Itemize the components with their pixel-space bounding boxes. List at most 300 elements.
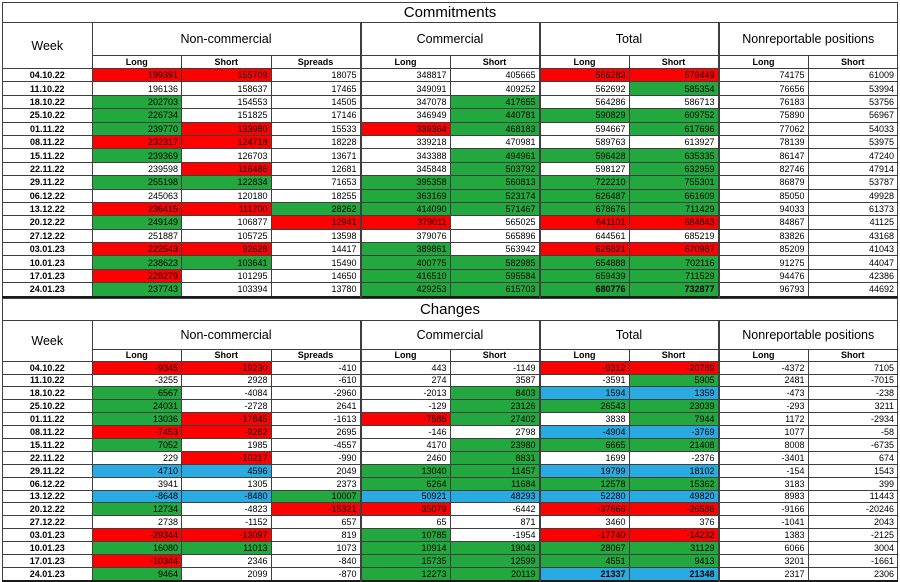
value-cell: -2960 xyxy=(271,387,361,400)
value-cell: 2346 xyxy=(182,555,272,568)
value-cell: 17465 xyxy=(271,82,361,95)
value-cell: 91275 xyxy=(719,256,809,269)
value-cell: 26543 xyxy=(540,400,630,413)
week-cell: 13.12.22 xyxy=(3,202,93,215)
value-cell: 11457 xyxy=(450,464,540,477)
week-cell: 06.12.22 xyxy=(3,477,93,490)
value-cell: 28262 xyxy=(271,202,361,215)
value-cell: -1661 xyxy=(808,555,898,568)
group-header-total: Total xyxy=(540,320,719,349)
value-cell: 2481 xyxy=(719,374,809,387)
value-cell: -1149 xyxy=(450,361,540,374)
week-cell: 11.10.22 xyxy=(3,374,93,387)
table-row xyxy=(3,503,898,516)
week-cell: 27.12.22 xyxy=(3,229,93,242)
value-cell: -7585 xyxy=(361,413,451,426)
value-cell: -1954 xyxy=(450,529,540,542)
value-cell: 2695 xyxy=(271,426,361,439)
week-cell: 10.01.23 xyxy=(3,542,93,555)
value-cell: 3941 xyxy=(92,477,182,490)
value-cell: 2049 xyxy=(271,464,361,477)
value-cell: -20246 xyxy=(808,503,898,516)
week-cell: 08.11.22 xyxy=(3,426,93,439)
col-header-nr-long: Long xyxy=(719,56,809,69)
value-cell: 202703 xyxy=(92,95,182,108)
value-cell: 18102 xyxy=(629,464,719,477)
value-cell: 11443 xyxy=(808,490,898,503)
value-cell: 2043 xyxy=(808,516,898,529)
changes-body xyxy=(3,361,898,581)
group-header-row xyxy=(3,320,898,349)
value-cell: 126703 xyxy=(182,149,272,162)
value-cell: 83826 xyxy=(719,229,809,242)
value-cell: 2641 xyxy=(271,400,361,413)
week-cell: 29.11.22 xyxy=(3,176,93,189)
value-cell: -4904 xyxy=(540,426,630,439)
value-cell: 238623 xyxy=(92,256,182,269)
week-cell: 22.11.22 xyxy=(3,451,93,464)
value-cell: 21337 xyxy=(540,567,630,580)
value-cell: 199391 xyxy=(92,69,182,82)
value-cell: 579449 xyxy=(629,69,719,82)
value-cell: 103394 xyxy=(182,283,272,297)
value-cell: -2728 xyxy=(182,400,272,413)
value-cell: 7944 xyxy=(629,413,719,426)
value-cell: 239369 xyxy=(92,149,182,162)
value-cell: 409252 xyxy=(450,82,540,95)
value-cell: 249149 xyxy=(92,216,182,229)
table-row xyxy=(3,149,898,162)
week-cell: 17.01.23 xyxy=(3,555,93,568)
col-header-c-long: Long xyxy=(361,349,451,361)
value-cell: -2934 xyxy=(808,413,898,426)
week-cell: 15.11.22 xyxy=(3,149,93,162)
value-cell: 3183 xyxy=(719,477,809,490)
value-cell: -6735 xyxy=(808,438,898,451)
week-cell: 01.11.22 xyxy=(3,122,93,135)
value-cell: -4557 xyxy=(271,438,361,451)
value-cell: 405665 xyxy=(450,69,540,82)
table-row xyxy=(3,69,898,82)
table-row xyxy=(3,555,898,568)
value-cell: 19799 xyxy=(540,464,630,477)
value-cell: 94033 xyxy=(719,202,809,215)
value-cell: 21348 xyxy=(629,567,719,580)
value-cell: 61009 xyxy=(808,69,898,82)
value-cell: 2317 xyxy=(719,567,809,580)
value-cell: 13671 xyxy=(271,149,361,162)
value-cell: 228279 xyxy=(92,269,182,282)
value-cell: 101295 xyxy=(182,269,272,282)
value-cell: 564286 xyxy=(540,95,630,108)
sub-header-row xyxy=(3,56,898,69)
value-cell: 78139 xyxy=(719,135,809,148)
value-cell: 10914 xyxy=(361,542,451,555)
value-cell: 4710 xyxy=(92,464,182,477)
section-title: Changes xyxy=(3,298,898,320)
value-cell: 1699 xyxy=(540,451,630,464)
value-cell: 15362 xyxy=(629,477,719,490)
value-cell: -2376 xyxy=(629,451,719,464)
week-cell: 10.01.23 xyxy=(3,256,93,269)
week-cell: 15.11.22 xyxy=(3,438,93,451)
value-cell: 75890 xyxy=(719,109,809,122)
value-cell: 8008 xyxy=(719,438,809,451)
value-cell: 376 xyxy=(629,516,719,529)
week-cell: 17.01.23 xyxy=(3,269,93,282)
value-cell: 239770 xyxy=(92,122,182,135)
week-column-header: Week xyxy=(3,23,93,69)
value-cell: 565896 xyxy=(450,229,540,242)
value-cell: 1359 xyxy=(629,387,719,400)
value-cell: -4084 xyxy=(182,387,272,400)
group-header-total: Total xyxy=(540,23,719,56)
table-row xyxy=(3,567,898,580)
col-header-nc-short: Short xyxy=(182,56,272,69)
value-cell: 503792 xyxy=(450,162,540,175)
value-cell: -473 xyxy=(719,387,809,400)
value-cell: 120180 xyxy=(182,189,272,202)
value-cell: 819 xyxy=(271,529,361,542)
value-cell: -1152 xyxy=(182,516,272,529)
value-cell: -17845 xyxy=(182,413,272,426)
value-cell: 28067 xyxy=(540,542,630,555)
value-cell: 626821 xyxy=(540,243,630,256)
value-cell: -4823 xyxy=(182,503,272,516)
value-cell: 494961 xyxy=(450,149,540,162)
value-cell: 615703 xyxy=(450,283,540,297)
value-cell: 8403 xyxy=(450,387,540,400)
col-header-nc-spreads: Spreads xyxy=(271,349,361,361)
table-row xyxy=(3,216,898,229)
value-cell: 251887 xyxy=(92,229,182,242)
value-cell: 94476 xyxy=(719,269,809,282)
week-cell: 18.10.22 xyxy=(3,387,93,400)
group-header-noncommercial: Non-commercial xyxy=(92,320,361,349)
table-row xyxy=(3,516,898,529)
value-cell: 755301 xyxy=(629,176,719,189)
value-cell: 41043 xyxy=(808,243,898,256)
value-cell: -10217 xyxy=(182,451,272,464)
value-cell: 92628 xyxy=(182,243,272,256)
value-cell: 684843 xyxy=(629,216,719,229)
value-cell: -990 xyxy=(271,451,361,464)
value-cell: -6442 xyxy=(450,503,540,516)
table-row xyxy=(3,229,898,242)
value-cell: 711529 xyxy=(629,269,719,282)
value-cell: 3460 xyxy=(540,516,630,529)
value-cell: 12599 xyxy=(450,555,540,568)
value-cell: 440781 xyxy=(450,109,540,122)
col-header-t-short: Short xyxy=(629,349,719,361)
value-cell: 3201 xyxy=(719,555,809,568)
value-cell: -293 xyxy=(719,400,809,413)
value-cell: 1077 xyxy=(719,426,809,439)
value-cell: 24031 xyxy=(92,400,182,413)
week-cell: 24.01.23 xyxy=(3,567,93,580)
value-cell: 363169 xyxy=(361,189,451,202)
value-cell: 348817 xyxy=(361,69,451,82)
value-cell: 13040 xyxy=(361,464,451,477)
value-cell: -2013 xyxy=(361,387,451,400)
value-cell: 613927 xyxy=(629,135,719,148)
value-cell: 674 xyxy=(808,451,898,464)
value-cell: -129 xyxy=(361,400,451,413)
value-cell: 1172 xyxy=(719,413,809,426)
table-row xyxy=(3,374,898,387)
value-cell: 15735 xyxy=(361,555,451,568)
value-cell: 632959 xyxy=(629,162,719,175)
value-cell: 345848 xyxy=(361,162,451,175)
sub-header-row xyxy=(3,349,898,361)
value-cell: 154553 xyxy=(182,95,272,108)
table-row xyxy=(3,426,898,439)
value-cell: 47914 xyxy=(808,162,898,175)
value-cell: 15533 xyxy=(271,122,361,135)
value-cell: -58 xyxy=(808,426,898,439)
value-cell: 158637 xyxy=(182,82,272,95)
value-cell: 339364 xyxy=(361,122,451,135)
value-cell: 596428 xyxy=(540,149,630,162)
week-cell: 03.01.23 xyxy=(3,529,93,542)
value-cell: 11013 xyxy=(182,542,272,555)
value-cell: 47240 xyxy=(808,149,898,162)
value-cell: 417655 xyxy=(450,95,540,108)
value-cell: -8480 xyxy=(182,490,272,503)
table-row xyxy=(3,451,898,464)
value-cell: 133980 xyxy=(182,122,272,135)
value-cell: 13598 xyxy=(271,229,361,242)
value-cell: 226734 xyxy=(92,109,182,122)
value-cell: 685219 xyxy=(629,229,719,242)
value-cell: 626487 xyxy=(540,189,630,202)
value-cell: 654888 xyxy=(540,256,630,269)
value-cell: 31129 xyxy=(629,542,719,555)
value-cell: 595584 xyxy=(450,269,540,282)
value-cell: 11684 xyxy=(450,477,540,490)
week-cell: 22.11.22 xyxy=(3,162,93,175)
value-cell: 4170 xyxy=(361,438,451,451)
value-cell: 4551 xyxy=(540,555,630,568)
value-cell: -17740 xyxy=(540,529,630,542)
group-header-commercial: Commercial xyxy=(361,23,540,56)
table-row xyxy=(3,490,898,503)
value-cell: 12681 xyxy=(271,162,361,175)
value-cell: 14505 xyxy=(271,95,361,108)
value-cell: 389861 xyxy=(361,243,451,256)
value-cell: 590829 xyxy=(540,109,630,122)
value-cell: 53756 xyxy=(808,95,898,108)
value-cell: -3401 xyxy=(719,451,809,464)
value-cell: 48293 xyxy=(450,490,540,503)
table-row xyxy=(3,243,898,256)
value-cell: 661609 xyxy=(629,189,719,202)
value-cell: 21408 xyxy=(629,438,719,451)
value-cell: -7015 xyxy=(808,374,898,387)
commitments-table xyxy=(2,2,898,298)
value-cell: -410 xyxy=(271,361,361,374)
value-cell: 343388 xyxy=(361,149,451,162)
value-cell: 3587 xyxy=(450,374,540,387)
value-cell: 12273 xyxy=(361,567,451,580)
week-cell: 03.01.23 xyxy=(3,243,93,256)
value-cell: 14417 xyxy=(271,243,361,256)
value-cell: 82746 xyxy=(719,162,809,175)
value-cell: 395358 xyxy=(361,176,451,189)
week-cell: 04.10.22 xyxy=(3,361,93,374)
week-cell: 20.12.22 xyxy=(3,503,93,516)
value-cell: 8831 xyxy=(450,451,540,464)
value-cell: 151825 xyxy=(182,109,272,122)
value-cell: -13097 xyxy=(182,529,272,542)
value-cell: 86879 xyxy=(719,176,809,189)
value-cell: 617696 xyxy=(629,122,719,135)
value-cell: 5905 xyxy=(629,374,719,387)
value-cell: 416510 xyxy=(361,269,451,282)
value-cell: 379011 xyxy=(361,216,451,229)
value-cell: -146 xyxy=(361,426,451,439)
value-cell: 20119 xyxy=(450,567,540,580)
value-cell: 732877 xyxy=(629,283,719,297)
value-cell: 42386 xyxy=(808,269,898,282)
value-cell: 582985 xyxy=(450,256,540,269)
table-row xyxy=(3,269,898,282)
value-cell: 13036 xyxy=(92,413,182,426)
value-cell: 1383 xyxy=(719,529,809,542)
value-cell: 6567 xyxy=(92,387,182,400)
value-cell: 722210 xyxy=(540,176,630,189)
group-header-nonreportable: Nonreportable positions xyxy=(719,320,898,349)
value-cell: 84867 xyxy=(719,216,809,229)
value-cell: 71653 xyxy=(271,176,361,189)
value-cell: -14232 xyxy=(629,529,719,542)
value-cell: 14650 xyxy=(271,269,361,282)
value-cell: -1041 xyxy=(719,516,809,529)
value-cell: 659439 xyxy=(540,269,630,282)
value-cell: 523174 xyxy=(450,189,540,202)
table-row xyxy=(3,122,898,135)
group-header-nonreportable: Nonreportable positions xyxy=(719,23,898,56)
value-cell: 2738 xyxy=(92,516,182,529)
value-cell: 44692 xyxy=(808,283,898,297)
value-cell: -3255 xyxy=(92,374,182,387)
section-title: Commitments xyxy=(3,3,898,23)
value-cell: -610 xyxy=(271,374,361,387)
table-row xyxy=(3,477,898,490)
table-row xyxy=(3,529,898,542)
week-cell: 06.12.22 xyxy=(3,189,93,202)
value-cell: 565025 xyxy=(450,216,540,229)
table-row xyxy=(3,387,898,400)
value-cell: 196136 xyxy=(92,82,182,95)
col-header-t-long: Long xyxy=(540,56,630,69)
value-cell: 76183 xyxy=(719,95,809,108)
week-cell: 08.11.22 xyxy=(3,135,93,148)
table-row xyxy=(3,542,898,555)
value-cell: -1613 xyxy=(271,413,361,426)
table-row xyxy=(3,189,898,202)
value-cell: 678676 xyxy=(540,202,630,215)
week-cell: 20.12.22 xyxy=(3,216,93,229)
value-cell: 116486 xyxy=(182,162,272,175)
value-cell: 2928 xyxy=(182,374,272,387)
value-cell: 41125 xyxy=(808,216,898,229)
value-cell: 429253 xyxy=(361,283,451,297)
value-cell: 560813 xyxy=(450,176,540,189)
value-cell: 16080 xyxy=(92,542,182,555)
value-cell: 1985 xyxy=(182,438,272,451)
value-cell: 23980 xyxy=(450,438,540,451)
value-cell: -19230 xyxy=(182,361,272,374)
value-cell: 122834 xyxy=(182,176,272,189)
group-header-row xyxy=(3,23,898,56)
value-cell: 245063 xyxy=(92,189,182,202)
value-cell: 562692 xyxy=(540,82,630,95)
value-cell: 379076 xyxy=(361,229,451,242)
value-cell: 399 xyxy=(808,477,898,490)
value-cell: -238 xyxy=(808,387,898,400)
value-cell: 15490 xyxy=(271,256,361,269)
value-cell: 871 xyxy=(450,516,540,529)
value-cell: 18075 xyxy=(271,69,361,82)
table-row xyxy=(3,400,898,413)
value-cell: 711429 xyxy=(629,202,719,215)
value-cell: 105725 xyxy=(182,229,272,242)
week-cell: 25.10.22 xyxy=(3,109,93,122)
value-cell: -3769 xyxy=(629,426,719,439)
col-header-nr-short: Short xyxy=(808,56,898,69)
value-cell: -10344 xyxy=(92,555,182,568)
value-cell: 23126 xyxy=(450,400,540,413)
section-title-row xyxy=(3,298,898,320)
week-cell: 18.10.22 xyxy=(3,95,93,108)
value-cell: 2306 xyxy=(808,567,898,580)
col-header-nc-long: Long xyxy=(92,56,182,69)
value-cell: 589763 xyxy=(540,135,630,148)
value-cell: 468183 xyxy=(450,122,540,135)
week-cell: 04.10.22 xyxy=(3,69,93,82)
value-cell: 44047 xyxy=(808,256,898,269)
value-cell: 400775 xyxy=(361,256,451,269)
value-cell: 6264 xyxy=(361,477,451,490)
value-cell: -2125 xyxy=(808,529,898,542)
table-row xyxy=(3,109,898,122)
value-cell: 12941 xyxy=(271,216,361,229)
value-cell: -9312 xyxy=(540,361,630,374)
col-header-nr-long: Long xyxy=(719,349,809,361)
value-cell: 609752 xyxy=(629,109,719,122)
value-cell: -29344 xyxy=(92,529,182,542)
value-cell: 239598 xyxy=(92,162,182,175)
value-cell: 644561 xyxy=(540,229,630,242)
value-cell: 85209 xyxy=(719,243,809,256)
week-cell: 27.12.22 xyxy=(3,516,93,529)
value-cell: 7105 xyxy=(808,361,898,374)
value-cell: 571467 xyxy=(450,202,540,215)
value-cell: 76656 xyxy=(719,82,809,95)
value-cell: 470981 xyxy=(450,135,540,148)
value-cell: -20789 xyxy=(629,361,719,374)
value-cell: 6665 xyxy=(540,438,630,451)
value-cell: 8983 xyxy=(719,490,809,503)
col-header-nr-short: Short xyxy=(808,349,898,361)
value-cell: -840 xyxy=(271,555,361,568)
value-cell: 2460 xyxy=(361,451,451,464)
value-cell: -35079 xyxy=(361,503,451,516)
week-cell: 11.10.22 xyxy=(3,82,93,95)
value-cell: -37666 xyxy=(540,503,630,516)
value-cell: 702116 xyxy=(629,256,719,269)
